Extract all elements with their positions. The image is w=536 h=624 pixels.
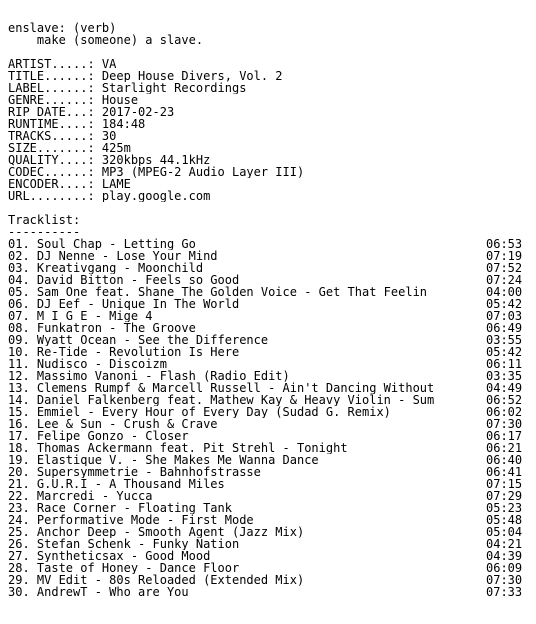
track-title: 01. Soul Chap - Letting Go [8,238,196,250]
track-duration: 07:15 [486,477,523,491]
track-duration: 06:52 [486,393,523,407]
track-row [8,262,528,274]
track-title: 15. Emmiel - Every Hour of Every Day (Sudad G. Remix) [8,406,391,418]
track-row [8,526,528,538]
track-row [8,538,528,550]
info-genre: GENRE......: House [8,94,139,106]
blank-line [8,46,528,58]
info-tracks: TRACKS.....: 30 [8,130,117,142]
track-title: 20. Supersymmetrie - Bahnhofstrasse [8,466,261,478]
track-title: 18. Thomas Ackermann feat. Pit Strehl - Tonight [8,442,348,454]
info-runtime: RUNTIME....: 184:48 [8,118,146,130]
track-row [8,406,528,418]
track-duration: 05:42 [486,345,523,359]
track-title: 13. Clemens Rumpf & Marcell Russell - Ain't Dancing Without [8,382,435,394]
track-duration: 05:04 [486,525,523,539]
track-duration: 07:19 [486,249,523,263]
track-duration: 06:02 [486,405,523,419]
track-duration: 06:40 [486,453,523,467]
track-duration: 07:24 [486,273,523,287]
info-label: LABEL......: Starlight Recordings [8,82,247,94]
tracklist-heading: Tracklist: [8,214,81,226]
track-row [8,382,528,394]
info-codec: CODEC......: MP3 (MPEG-2 Audio Layer III) [8,166,305,178]
track-title: 04. David Bitton - Feels so Good [8,274,240,286]
track-row [8,346,528,358]
track-row [8,310,528,322]
track-row [8,286,528,298]
track-duration: 07:30 [486,417,523,431]
track-row [8,430,528,442]
track-row [8,370,528,382]
track-row [8,358,528,370]
track-duration: 05:48 [486,513,523,527]
track-title: 25. Anchor Deep - Smooth Agent (Jazz Mix) [8,526,305,538]
track-row [8,574,528,586]
track-duration: 06:17 [486,429,523,443]
track-title: 30. AndrewT - Who are You [8,586,189,598]
track-row [8,490,528,502]
track-title: 23. Race Corner - Floating Tank [8,502,232,514]
definition-headword: enslave: (verb) [8,22,117,34]
track-duration: 06:41 [486,465,523,479]
track-title: 22. Marcredi - Yucca [8,490,153,502]
track-title: 11. Nudisco - Discoizm [8,358,167,370]
info-encoder: ENCODER....: LAME [8,178,131,190]
track-row [8,238,528,250]
info-title: TITLE......: Deep House Divers, Vol. 2 [8,70,283,82]
info-artist: ARTIST.....: VA [8,58,117,70]
track-duration: 04:21 [486,537,523,551]
track-row [8,250,528,262]
track-duration: 07:03 [486,309,523,323]
track-row [8,334,528,346]
track-title: 17. Felipe Gonzo - Closer [8,430,189,442]
release-nfo-document [8,22,528,598]
track-title: 10. Re-Tide - Revolution Is Here [8,346,240,358]
track-title: 26. Stefan Schenk - Funky Nation [8,538,240,550]
track-duration: 04:00 [486,285,523,299]
track-title: 05. Sam One feat. Shane The Golden Voice - Get That Feelin [8,286,428,298]
track-duration: 04:39 [486,549,523,563]
track-duration: 06:09 [486,561,523,575]
track-duration: 06:21 [486,441,523,455]
info-rip-date: RIP DATE...: 2017-02-23 [8,106,175,118]
track-title: 09. Wyatt Ocean - See the Difference [8,334,269,346]
track-title: 27. Syntheticsax - Good Mood [8,550,211,562]
track-duration: 03:55 [486,333,523,347]
track-duration: 06:11 [486,357,523,371]
track-row [8,550,528,562]
track-row [8,442,528,454]
track-duration: 06:49 [486,321,523,335]
track-row [8,586,528,598]
track-row [8,418,528,430]
track-title: 28. Taste of Honey - Dance Floor [8,562,240,574]
track-duration: 07:52 [486,261,523,275]
release-info-block [8,58,528,202]
track-title: 08. Funkatron - The Groove [8,322,196,334]
track-duration: 05:23 [486,501,523,515]
track-title: 29. MV Edit - 80s Reloaded (Extended Mix) [8,574,305,586]
tracklist-rule: ---------- [8,226,81,238]
track-title: 12. Massimo Vanoni - Flash (Radio Edit) [8,370,290,382]
track-title: 14. Daniel Falkenberg feat. Mathew Kay & Heavy Violin - Sum [8,394,435,406]
track-title: 16. Lee & Sun - Crush & Crave [8,418,218,430]
track-duration: 07:30 [486,573,523,587]
track-row [8,478,528,490]
info-quality: QUALITY....: 320kbps 44.1kHz [8,154,211,166]
track-row [8,298,528,310]
track-title: 24. Performative Mode - First Mode [8,514,254,526]
info-size: SIZE.......: 425m [8,142,131,154]
track-row [8,514,528,526]
track-duration: 07:33 [486,585,523,599]
info-url: URL........: play.google.com [8,190,211,202]
track-duration: 03:35 [486,369,523,383]
track-title: 07. M I G E - Mige 4 [8,310,153,322]
track-title: 19. Elastique V. - She Makes Me Wanna Dance [8,454,319,466]
track-row [8,562,528,574]
track-row [8,466,528,478]
track-title: 02. DJ Nenne - Lose Your Mind [8,250,218,262]
tracklist [8,238,528,598]
track-row [8,322,528,334]
track-duration: 07:29 [486,489,523,503]
track-row [8,274,528,286]
definition-meaning: make (someone) a slave. [8,34,204,46]
track-duration: 04:49 [486,381,523,395]
track-title: 21. G.U.R.I - A Thousand Miles [8,478,225,490]
track-duration: 06:53 [486,237,523,251]
track-row [8,454,528,466]
track-row [8,394,528,406]
track-duration: 05:42 [486,297,523,311]
track-title: 06. DJ Eef - Unique In The World [8,298,240,310]
blank-line [8,202,528,214]
track-title: 03. Kreativgang - Moonchild [8,262,204,274]
track-row [8,502,528,514]
